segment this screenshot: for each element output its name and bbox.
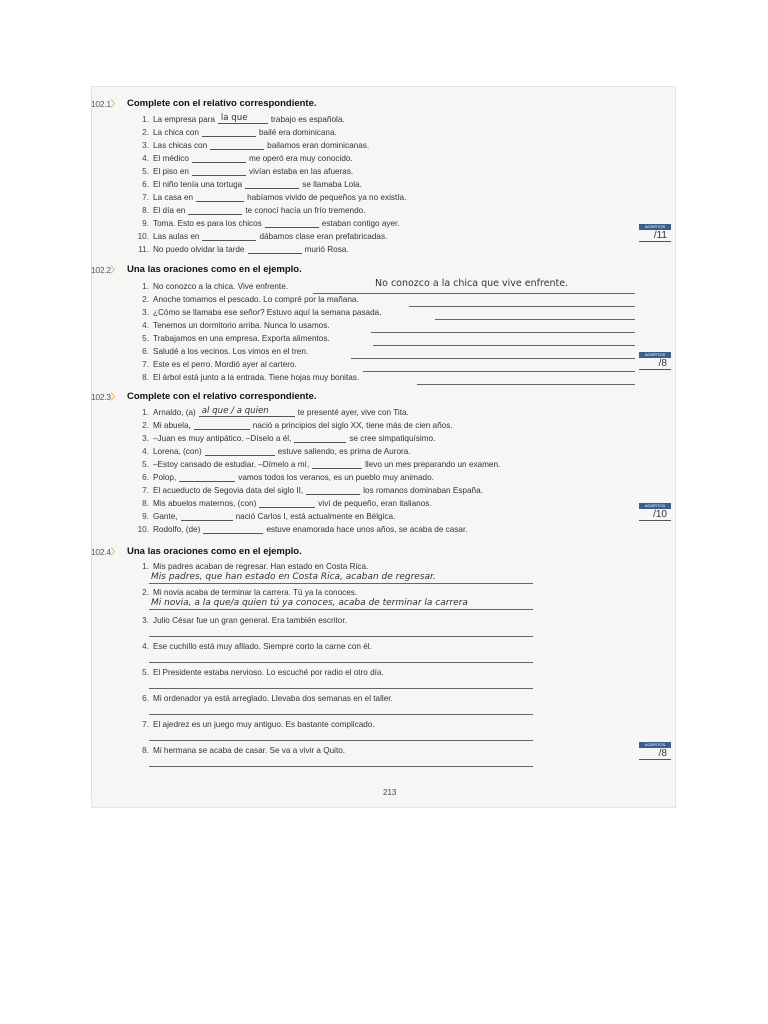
answer-blank[interactable]	[210, 140, 264, 150]
exercise-item: 1. La empresa para la que trabajo es española.	[142, 113, 345, 124]
exercise-item: 4. Ese cuchillo está muy afilado. Siempre corto la carne con él.	[142, 642, 372, 651]
score-box: ACIERTOS /11	[639, 224, 671, 242]
exercise-item: 4. El médico me operó era muy conocido.	[142, 154, 353, 163]
exercise-item: 3. Las chicas con bailamos eran dominicanas.	[142, 141, 370, 150]
answer-line[interactable]	[373, 345, 635, 346]
exercise-item: 8. El árbol está junto a la entrada. Tiene hojas muy bonitas.	[142, 373, 360, 382]
section-number: 102.4〉	[91, 547, 119, 557]
answer-blank[interactable]	[259, 498, 315, 508]
exercise-item: 6. Saludé a los vecinos. Los vimos en el tren.	[142, 347, 309, 356]
answer-blank[interactable]	[205, 446, 275, 456]
answer-blank[interactable]	[248, 244, 302, 254]
exercise-item: 8. Mis abuelos maternos, (con) viví de pequeño, eran italianos.	[142, 499, 432, 508]
answer-blank[interactable]	[306, 485, 360, 495]
answer-blank[interactable]	[312, 459, 362, 469]
exercise-item: 5. El piso en vivían estaba en las afueras.	[142, 167, 354, 176]
answer-line[interactable]	[149, 688, 533, 689]
exercise-item: 5. El Presidente estaba nervioso. Lo escuché por radio el otro día.	[142, 668, 384, 677]
answer-blank[interactable]	[196, 192, 244, 202]
score-box: ACIERTOS /10	[639, 503, 671, 521]
answer-blank[interactable]	[245, 179, 299, 189]
score-box: ACIERTOS /8	[639, 352, 671, 370]
answer-blank[interactable]	[202, 127, 256, 137]
exercise-item: 11. No puedo olvidar la tarde murió Rosa.	[138, 245, 349, 254]
answer-line[interactable]	[149, 636, 533, 637]
answer-line[interactable]	[417, 384, 635, 385]
exercise-item: 3. ¿Cómo se llamaba ese señor? Estuvo aquí la semana pasada.	[142, 308, 382, 317]
exercise-item: 8. Mi hermana se acaba de casar. Se va a vivir a Quito.	[142, 746, 346, 755]
exercise-item: 7. El ajedrez es un juego muy antiguo. Es bastante complicado.	[142, 720, 375, 729]
answer-line[interactable]	[313, 293, 635, 294]
answer-line[interactable]	[409, 306, 635, 307]
exercise-item: 4. Lorena, (con) estuve saliendo, es prima de Aurora.	[142, 447, 411, 456]
exercise-item: 2. La chica con bailé era dominicana.	[142, 128, 337, 137]
section-number: 102.3〉	[91, 392, 119, 402]
answer-blank[interactable]	[192, 166, 246, 176]
answer-blank[interactable]	[179, 472, 235, 482]
page-margin-line	[91, 94, 92, 794]
exercise-item: 6. El niño tenía una tortuga se llamaba Lola.	[142, 180, 362, 189]
exercise-item: 1. Arnaldo, (a) al que / a quien te presenté ayer, vive con Tita.	[142, 406, 409, 417]
handwritten-answer: Mi novia, a la que/a quien tú ya conoces, acaba de terminar la carrera	[151, 598, 468, 608]
answer-line[interactable]	[149, 583, 533, 584]
answer-blank[interactable]	[188, 205, 242, 215]
exercise-item: 6. Polop, vamos todos los veranos, es un pueblo muy animado.	[142, 473, 434, 482]
answer-blank[interactable]	[294, 433, 346, 443]
answer-line[interactable]	[371, 332, 635, 333]
exercise-item: 7. El acueducto de Segovia data del siglo II, los romanos dominaban España.	[142, 486, 483, 495]
handwritten-answer: No conozco a la chica que vive enfrente.	[375, 278, 569, 289]
exercise-item: 1. No conozco a la chica. Vive enfrente.	[142, 282, 289, 291]
section-title: Complete con el relativo correspondiente.	[127, 98, 317, 109]
exercise-item: 2. Mi novia acaba de terminar la carrera. Tú ya la conoces.	[142, 588, 358, 597]
answer-blank[interactable]: la que	[218, 114, 268, 124]
exercise-item: 5. Trabajamos en una empresa. Exporta alimentos.	[142, 334, 330, 343]
exercise-item: 8. El día en te conocí hacía un frío tremendo.	[142, 206, 366, 215]
answer-blank[interactable]	[181, 511, 233, 521]
exercise-item: 2. Anoche tomamos el pescado. Lo compré por la mañana.	[142, 295, 359, 304]
exercise-item: 6. Mi ordenador ya está arreglado. Llevaba dos semanas en el taller.	[142, 694, 393, 703]
answer-blank[interactable]	[194, 420, 250, 430]
exercise-item: 3. Julio César fue un gran general. Era también escritor.	[142, 616, 347, 625]
exercise-item: 2. Mi abuela, nació a principios del siglo XX, tiene más de cien años.	[142, 421, 453, 430]
answer-blank[interactable]	[192, 153, 246, 163]
page-number: 213	[383, 788, 397, 797]
answer-blank[interactable]	[265, 218, 319, 228]
answer-line[interactable]	[149, 662, 533, 663]
section-title: Una las oraciones como en el ejemplo.	[127, 546, 302, 557]
exercise-item: 4. Tenemos un dormitorio arriba. Nunca lo usamos.	[142, 321, 330, 330]
exercise-item: 1. Mis padres acaban de regresar. Han estado en Costa Rica.	[142, 562, 369, 571]
answer-line[interactable]	[149, 714, 533, 715]
section-number: 102.1〉	[91, 99, 119, 109]
answer-blank[interactable]	[203, 524, 263, 534]
exercise-item: 7. La casa en habíamos vivido de pequeños ya no existía.	[142, 193, 407, 202]
answer-line[interactable]	[363, 371, 635, 372]
answer-line[interactable]	[149, 766, 533, 767]
answer-blank[interactable]	[202, 231, 256, 241]
section-number: 102.2〉	[91, 265, 119, 275]
answer-line[interactable]	[435, 319, 635, 320]
answer-blank[interactable]: al que / a quien	[199, 407, 295, 417]
exercise-item: 7. Este es el perro. Mordió ayer al cartero.	[142, 360, 297, 369]
exercise-item: 10. Las aulas en dábamos clase eran prefabricadas.	[137, 232, 388, 241]
answer-line[interactable]	[351, 358, 635, 359]
scanned-page	[91, 86, 676, 808]
section-title: Complete con el relativo correspondiente.	[127, 391, 317, 402]
exercise-item: 5. –Estoy cansado de estudiar. –Dímelo a mí, llevo un mes preparando un examen.	[142, 460, 501, 469]
answer-line[interactable]	[149, 740, 533, 741]
exercise-item: 10. Rodolfo, (de) estuve enamorada hace unos años, se acaba de casar.	[137, 525, 468, 534]
exercise-item: 3. –Juan es muy antipático. –Díselo a él, se cree simpatiquísimo.	[142, 434, 436, 443]
score-box: ACIERTOS /8	[639, 742, 671, 760]
exercise-item: 9. Gante, nació Carlos I, está actualmente en Bélgica.	[142, 512, 396, 521]
answer-line[interactable]	[149, 609, 533, 610]
exercise-item: 9. Toma. Esto es para los chicos estaban contigo ayer.	[142, 219, 400, 228]
section-title: Una las oraciones como en el ejemplo.	[127, 264, 302, 275]
handwritten-answer: Mis padres, que han estado en Costa Rica, acaban de regresar.	[151, 572, 436, 582]
